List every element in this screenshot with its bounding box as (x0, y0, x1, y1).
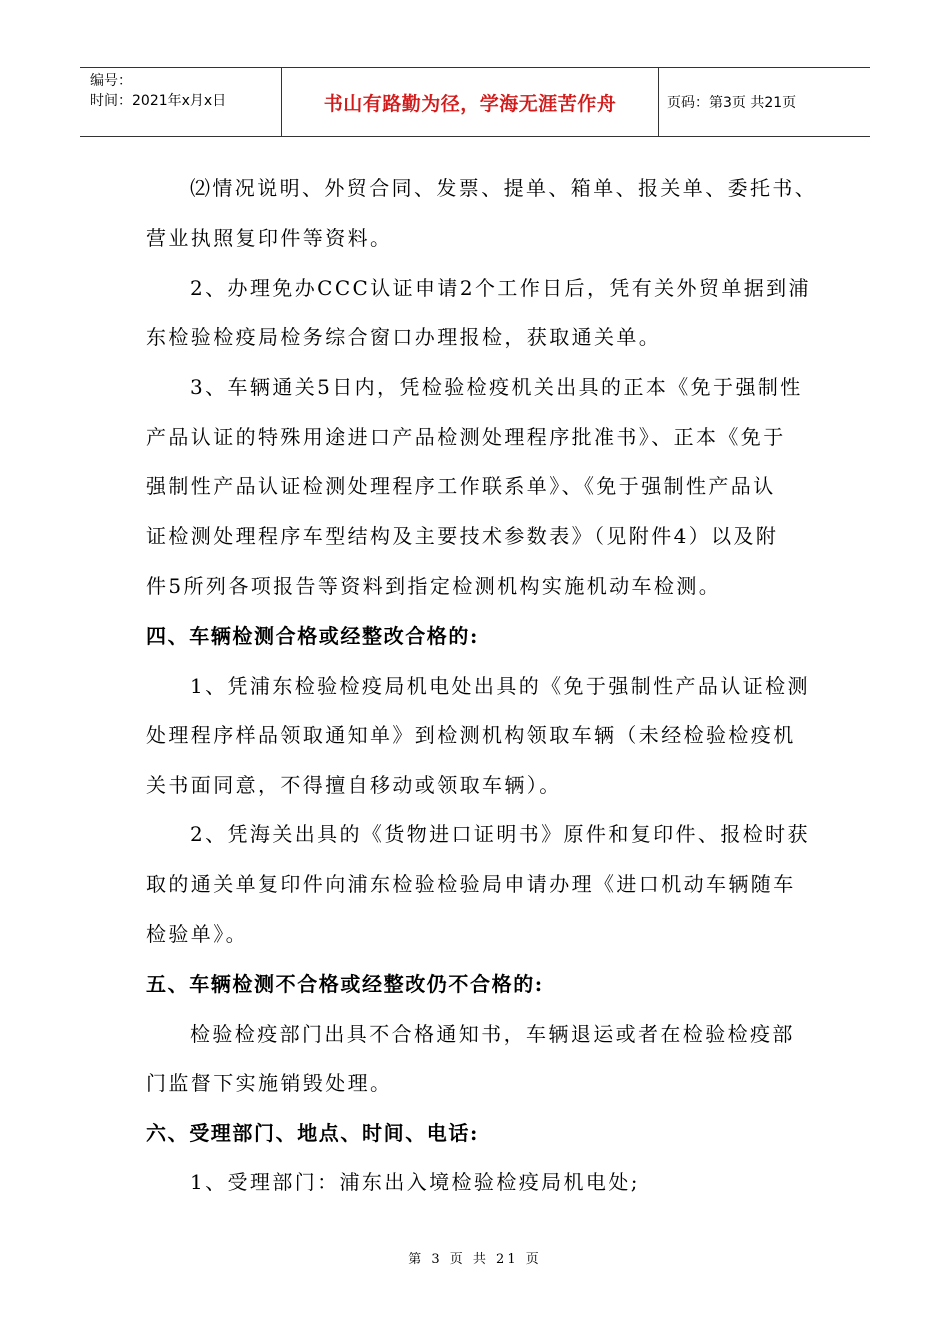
document-date: 时间：2021年x月x日 (90, 93, 227, 109)
header-page-number: 页码：第3页 共21页 (667, 95, 797, 111)
paragraph-line: 证检测处理程序车型结构及主要技术参数表》（见附件4）以及附 (146, 524, 779, 548)
paragraph-line: 产品认证的特殊用途进口产品检测处理程序批准书》、正本《免于 (146, 425, 786, 449)
paragraph-line: 2、办理免办CCC认证申请2个工作日后，凭有关外贸单据到浦 (190, 276, 811, 300)
paragraph-line: 件5所列各项报告等资料到指定检测机构实施机动车检测。 (146, 574, 722, 598)
paragraph-line: 检验检疫部门出具不合格通知书，车辆退运或者在检验检疫部 (190, 1022, 795, 1046)
section-heading: 五、车辆检测不合格或经整改仍不合格的: (146, 972, 544, 996)
paragraph-line: 1、凭浦东检验检疫局机电处出具的《免于强制性产品认证检测 (190, 674, 810, 698)
paragraph-line: 强制性产品认证检测处理程序工作联系单》、《免于强制性产品认 (146, 474, 776, 498)
paragraph-line: 1、受理部门：浦东出入境检验检疫局机电处; (190, 1170, 640, 1194)
page-header (80, 67, 870, 137)
page-footer: 第 3 页 共 21 页 (408, 1252, 542, 1267)
paragraph-line: 门监督下实施销毁处理。 (146, 1071, 393, 1095)
paragraph-line: 检验单》。 (146, 922, 248, 946)
paragraph-line: 取的通关单复印件向浦东检验检验局申请办理《进口机动车辆随车 (146, 872, 796, 896)
header-meta (80, 68, 282, 136)
header-motto: 书山有路勤为径，学海无涯苦作舟 (323, 92, 617, 115)
paragraph-line: 2、凭海关出具的《货物进口证明书》原件和复印件、报检时获 (190, 822, 810, 846)
document-number-label: 编号： (90, 73, 132, 89)
paragraph-line: 处理程序样品领取通知单》到检测机构领取车辆（未经检验检疫机 (146, 723, 796, 747)
header-page-cell (659, 68, 870, 136)
paragraph-line: 关书面同意，不得擅自移动或领取车辆）。 (146, 773, 562, 797)
section-heading: 六、受理部门、地点、时间、电话: (146, 1121, 479, 1145)
header-motto-cell (282, 68, 659, 136)
paragraph-line: 营业执照复印件等资料。 (146, 226, 393, 250)
paragraph-line: 3、车辆通关5日内，凭检验检疫机关出具的正本《免于强制性 (190, 375, 803, 399)
paragraph-line: 东检验检疫局检务综合窗口办理报检，获取通关单。 (146, 325, 662, 349)
section-heading: 四、车辆检测合格或经整改合格的: (146, 624, 479, 648)
paragraph-line: ⑵情况说明、外贸合同、发票、提单、箱单、报关单、委托书、 (190, 176, 818, 200)
